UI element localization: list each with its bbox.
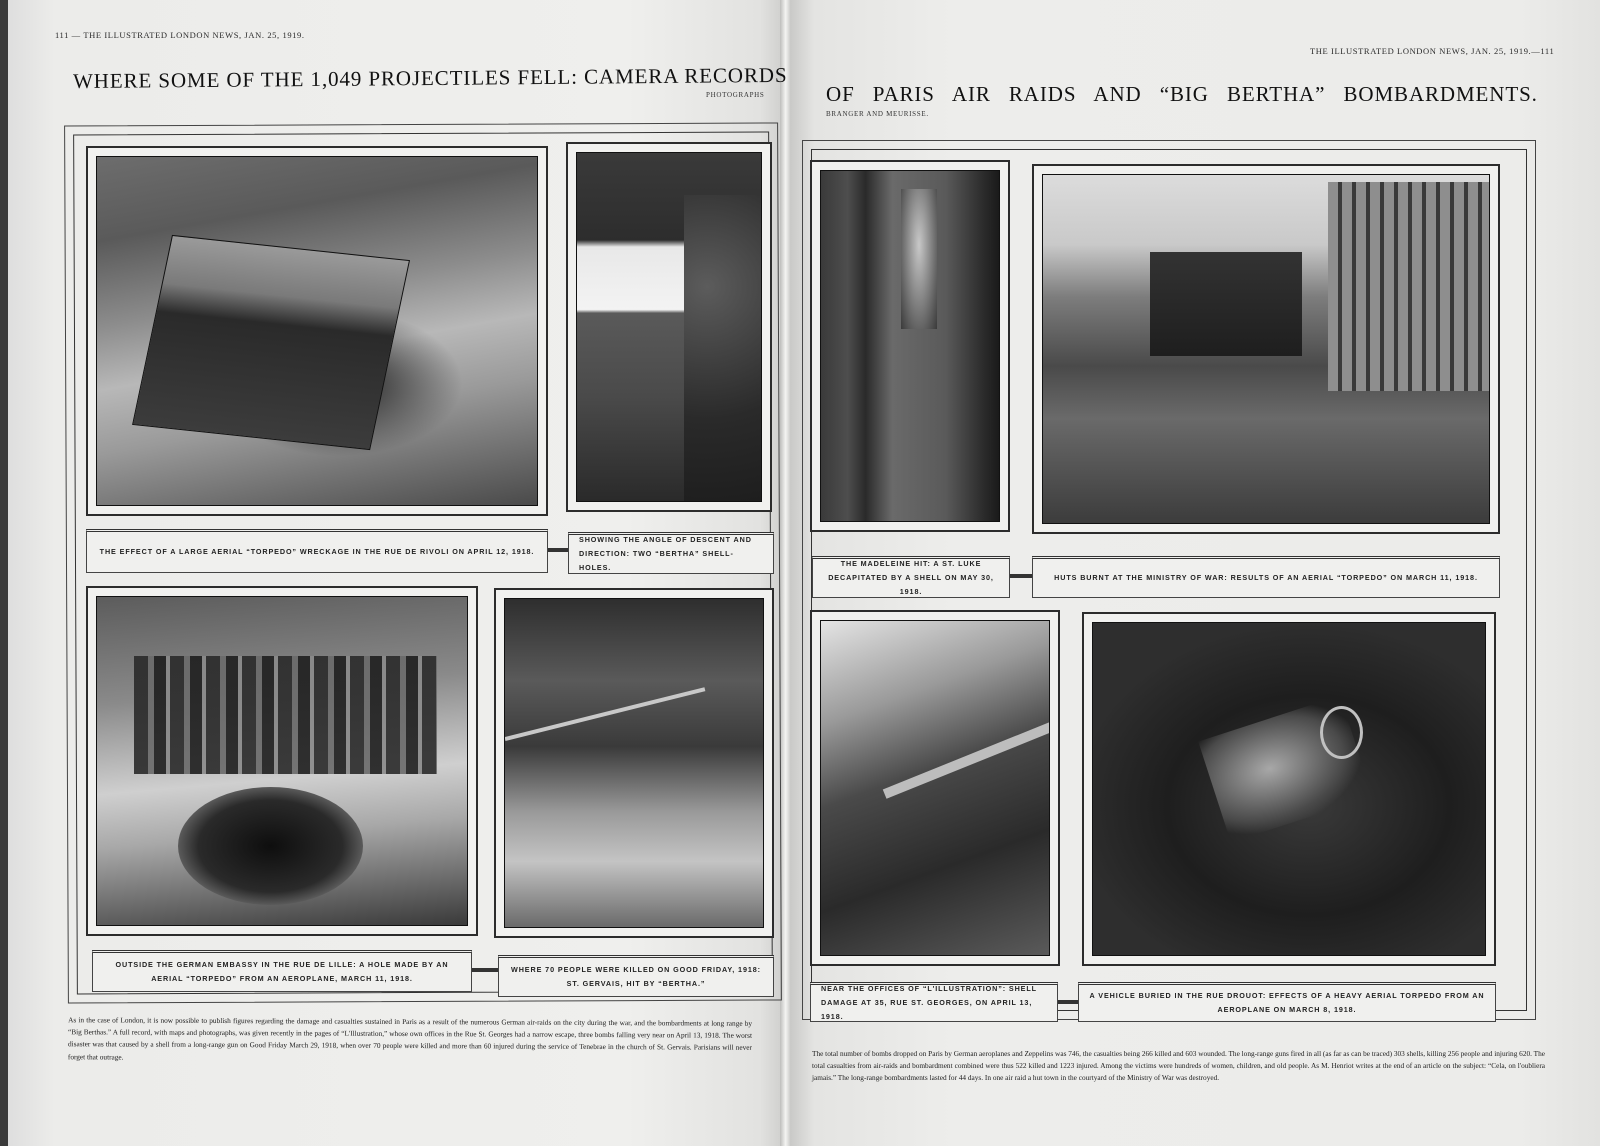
caption-connector bbox=[1058, 1000, 1078, 1004]
beam-shape bbox=[505, 687, 706, 741]
photo-frame-german-embassy bbox=[86, 586, 478, 936]
caption-box-st-gervais bbox=[498, 955, 774, 997]
right-body-text: The total number of bombs dropped on Paris by German aeroplanes and Zeppelins was 746, the casualties being 266 killed and 603 wounded. The long-range guns fired in all (as far as can be traced) 303 shells, killing 256 people and injuring 620. The total casualties from air-raids and bombardment combined were thus 522 killed and 1223 injured. Among the victims were hundreds of women, children, and old people. As M. Henriot writes at the end of an article on the subject: “Cela, on l'oubliera jamais.” The long-range bombardments lasted for 44 days. In one air raid a hut town in the courtyard of the Ministry of War was destroyed. bbox=[812, 1049, 1545, 1083]
crowd-shape bbox=[134, 656, 437, 774]
right-headline: OF PARIS AIR RAIDS AND “BIG BERTHA” BOMBARDMENTS. bbox=[826, 82, 1538, 106]
caption-box-ministry-of-war bbox=[1032, 556, 1500, 598]
left-photo-credit: PHOTOGRAPHS bbox=[706, 91, 765, 99]
sandbags-shape bbox=[684, 195, 761, 501]
caption-st-gervais: WHERE 70 PEOPLE WERE KILLED ON GOOD FRIDAY, 1918: ST. GERVAIS, HIT BY “BERTHA.” bbox=[511, 965, 761, 988]
kiosk-shape bbox=[132, 235, 410, 451]
caption-shell-holes: SHOWING THE ANGLE OF DESCENT AND DIRECTION: TWO “BERTHA” SHELL-HOLES. bbox=[579, 535, 752, 572]
photo-frame-st-gervais bbox=[494, 588, 774, 938]
right-photo-credit: BRANGER AND MEURISSE. bbox=[826, 110, 929, 118]
photo-shell-holes bbox=[576, 152, 762, 502]
statue-shape bbox=[901, 189, 937, 329]
photo-frame-lillustration bbox=[810, 610, 1060, 966]
photo-german-embassy bbox=[96, 596, 468, 926]
right-folio: THE ILLUSTRATED LONDON NEWS, JAN. 25, 1919.—111 bbox=[1310, 46, 1555, 56]
left-folio: 111 — THE ILLUSTRATED LONDON NEWS, JAN. 25, 1919. bbox=[55, 30, 305, 40]
photo-rue-drouot bbox=[1092, 622, 1486, 956]
photo-madeleine bbox=[820, 170, 1000, 522]
caption-box-lillustration bbox=[810, 982, 1058, 1022]
caption-box-rue-drouot bbox=[1078, 982, 1496, 1022]
building-shape bbox=[1328, 182, 1489, 391]
caption-lillustration: NEAR THE OFFICES OF “L'ILLUSTRATION”: SHELL DAMAGE AT 35, RUE ST. GEORGES, ON APRIL 13, 1918. bbox=[821, 984, 1037, 1021]
photo-frame-rue-drouot bbox=[1082, 612, 1496, 966]
caption-connector bbox=[472, 968, 498, 972]
caption-box-rue-de-rivoli bbox=[86, 529, 548, 573]
photo-frame-ministry-of-war bbox=[1032, 164, 1500, 534]
photo-ministry-of-war bbox=[1042, 174, 1490, 524]
caption-box-madeleine bbox=[812, 556, 1010, 598]
left-body-text: As in the case of London, it is now possible to publish figures regarding the damage and casualties sustained in Paris as a result of the numerous German air-raids on the city during the war, and the bombardments at long range by “Big Berthas.” A full record, with maps and photographs, was given recently in the pages of “L'Illustration,” whose own offices in the Rue St. Georges had a narrow escape, three bombs falling very near on April 13, 1918. The worst disaster was that caused by a shell from a long-range gun on Good Friday March 29, 1918, when over 70 people were killed and more than 60 injured during the service of Tenebrae in the church of St. Gervais. Parisians will never forget that outrage. bbox=[67, 1015, 753, 1062]
caption-madeleine: THE MADELEINE HIT: A ST. LUKE DECAPITATED BY A SHELL ON MAY 30, 1918. bbox=[828, 559, 994, 596]
rafter-shape bbox=[883, 721, 1050, 799]
photo-frame-rue-de-rivoli bbox=[86, 146, 548, 516]
caption-german-embassy: OUTSIDE THE GERMAN EMBASSY IN THE RUE DE LILLE: A HOLE MADE BY AN AERIAL “TORPEDO” FROM AN AEROPLANE, MARCH 11, 1918. bbox=[115, 960, 449, 983]
caption-connector bbox=[1010, 574, 1032, 578]
photo-frame-shell-holes bbox=[566, 142, 772, 512]
caption-ministry-of-war: HUTS BURNT AT THE MINISTRY OF WAR: RESULTS OF AN AERIAL “TORPEDO” ON MARCH 11, 1918. bbox=[1054, 573, 1478, 582]
caption-rue-drouot: A VEHICLE BURIED IN THE RUE DROUOT: EFFECTS OF A HEAVY AERIAL TORPEDO FROM AN AEROPLANE ON MARCH 8, 1918. bbox=[1089, 991, 1485, 1014]
photo-frame-madeleine bbox=[810, 160, 1010, 532]
crater-shape bbox=[178, 787, 363, 905]
photo-rue-de-rivoli bbox=[96, 156, 538, 506]
left-headline: WHERE SOME OF THE 1,049 PROJECTILES FELL: CAMERA RECORDS bbox=[72, 62, 788, 94]
caption-connector bbox=[548, 548, 568, 552]
caption-rue-de-rivoli: THE EFFECT OF A LARGE AERIAL “TORPEDO” WRECKAGE IN THE RUE DE RIVOLI ON APRIL 12, 1918. bbox=[99, 547, 535, 556]
hut-shape bbox=[1150, 252, 1302, 356]
photo-lillustration bbox=[820, 620, 1050, 956]
photo-st-gervais bbox=[504, 598, 764, 928]
caption-box-german-embassy bbox=[92, 950, 472, 992]
caption-box-shell-holes bbox=[568, 532, 774, 574]
